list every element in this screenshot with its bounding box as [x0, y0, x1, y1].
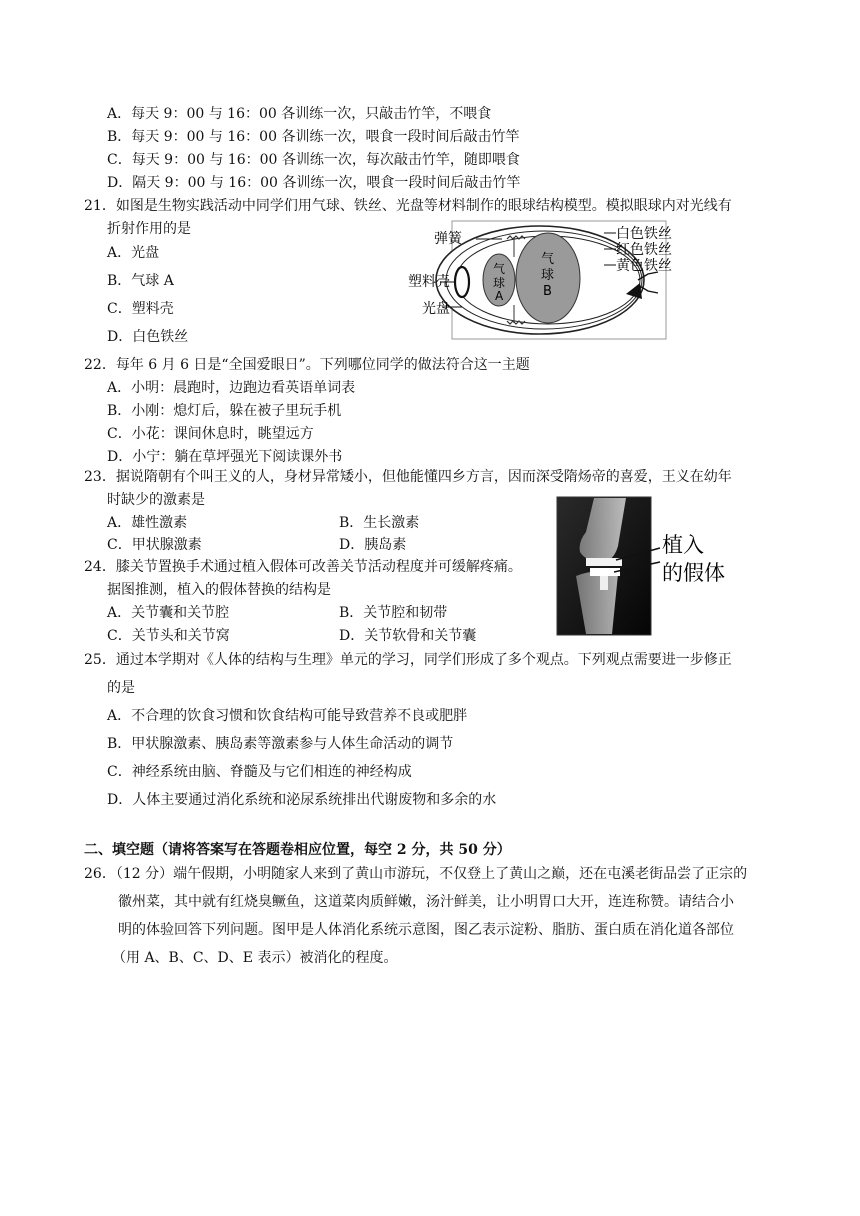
implant-label-line1: 植入: [662, 533, 704, 557]
q23-stem-line2: 时缺少的激素是: [107, 492, 205, 508]
q22-option-a: A．小明：晨跑时，边跑边看英语单词表: [107, 380, 356, 396]
q26-line3: 明的体验回答下列问题。图甲是人体消化系统示意图，图乙表示淀粉、脂肪、蛋白质在消化道各部位: [118, 922, 734, 938]
label-balloon-b-3: B: [543, 284, 552, 299]
q20-option-a: A．每天 9：00 与 16：00 各训练一次，只敲击竹竿，不喂食: [107, 106, 492, 122]
label-plastic-shell: 塑料壳: [408, 274, 450, 290]
label-balloon-b-2: 球: [541, 268, 555, 283]
q21-option-b: B．气球 A: [107, 273, 174, 289]
q22-stem: 22．每年 6 月 6 日是“全国爱眼日”。下列哪位同学的做法符合这一主题: [84, 357, 530, 373]
label-balloon-a-1: 气: [493, 262, 506, 276]
label-spring: 弹簧: [434, 231, 462, 247]
label-yellow-wire: 黄色铁丝: [616, 258, 672, 274]
q25-stem-line1: 25．通过本学期对《人体的结构与生理》单元的学习，同学们形成了多个观点。下列观点需要进一步修正: [84, 652, 732, 668]
q21-stem-line2: 折射作用的是: [107, 221, 191, 237]
q22-option-c: C．小花：课间休息时，眺望远方: [107, 426, 314, 442]
q20-option-b: B．每天 9：00 与 16：00 各训练一次，喂食一段时间后敲击竹竿: [107, 129, 520, 145]
label-balloon-a-2: 球: [493, 276, 506, 290]
label-disc: 光盘: [422, 301, 450, 317]
q21-option-d: D．白色铁丝: [107, 329, 189, 345]
q26-line2: 徽州菜，其中就有红烧臭鳜鱼，这道菜肉质鲜嫩，汤汁鲜美，让小明胃口大开，连连称赞。请结合小: [118, 894, 734, 910]
section-2-title: 二、填空题（请将答案写在答题卷相应位置，每空 2 分，共 50 分）: [84, 842, 511, 858]
q24-stem-line1: 24．膝关节置换手术通过植入假体可改善关节活动程度并可缓解疼痛。: [84, 559, 522, 575]
q25-option-d: D．人体主要通过消化系统和泌尿系统排出代谢废物和多余的水: [107, 792, 497, 808]
label-red-wire: 红色铁丝: [616, 242, 672, 258]
q25-option-b: B．甲状腺激素、胰岛素等激素参与人体生命活动的调节: [107, 736, 454, 752]
q25-option-c: C．神经系统由脑、脊髓及与它们相连的神经构成: [107, 764, 412, 780]
q26-line1: 26．（12 分）端午假期，小明随家人来到了黄山市游玩，不仅登上了黄山之巅，还在屯溪老街品尝了正宗的: [84, 866, 748, 882]
q24-option-a: A．关节囊和关节腔: [107, 605, 230, 621]
q20-option-d: D．隔天 9：00 与 16：00 各训练一次，喂食一段时间后敲击竹竿: [107, 175, 521, 191]
knee-xray-figure: [556, 496, 786, 636]
q22-option-b: B．小刚：熄灯后，躲在被子里玩手机: [107, 403, 342, 419]
q25-stem-line2: 的是: [107, 680, 135, 696]
implant-label-line2: 的假体: [662, 561, 725, 585]
q25-option-a: A．不合理的饮食习惯和饮食结构可能导致营养不良或肥胖: [107, 708, 468, 724]
q21-stem-line1: 21．如图是生物实践活动中同学们用气球、铁丝、光盘等材料制作的眼球结构模型。模拟眼球内对光线有: [84, 198, 732, 214]
q23-option-c: C．甲状腺激素: [107, 537, 202, 553]
q21-option-a: A．光盘: [107, 245, 160, 261]
q20-option-c: C．每天 9：00 与 16：00 各训练一次，每次敲击竹竿，随即喂食: [107, 152, 520, 168]
q24-stem-line2: 据图推测，植入的假体替换的结构是: [107, 582, 331, 598]
plastic-shell: [455, 267, 469, 297]
label-balloon-a-3: A: [495, 289, 504, 303]
q26-line4: （用 A、B、C、D、E 表示）被消化的程度。: [112, 950, 398, 966]
q24-option-c: C．关节头和关节窝: [107, 628, 230, 644]
eye-model-figure: [404, 219, 672, 341]
q23-option-b: B．生长激素: [339, 515, 420, 531]
q23-stem-line1: 23．据说隋朝有个叫王义的人，身材异常矮小，但他能懂四乡方言，因而深受隋炀帝的喜爱，王义在幼年: [84, 469, 732, 485]
q21-option-c: C．塑料壳: [107, 301, 174, 317]
q23-option-d: D．胰岛素: [339, 537, 407, 553]
label-balloon-b-1: 气: [541, 252, 555, 267]
q24-option-d: D．关节软骨和关节囊: [339, 628, 477, 644]
q22-option-d: D．小宁：躺在草坪强光下阅读课外书: [107, 449, 343, 465]
label-white-wire: 白色铁丝: [616, 226, 672, 242]
q24-option-b: B．关节腔和韧带: [339, 605, 448, 621]
q23-option-a: A．雄性激素: [107, 515, 188, 531]
